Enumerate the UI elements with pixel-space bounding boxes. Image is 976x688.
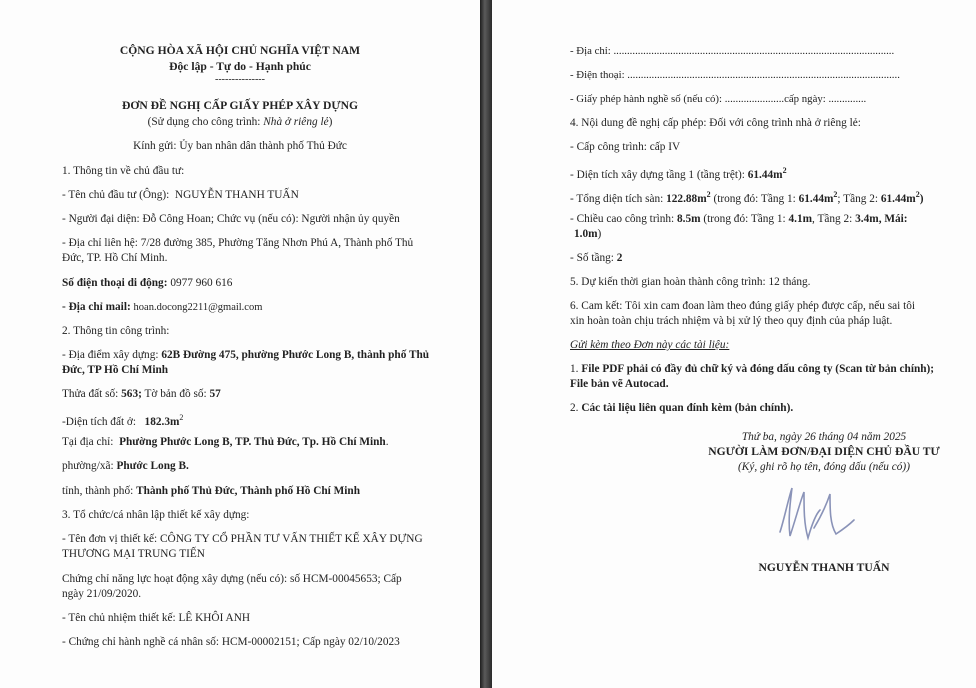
h2-label: , Tầng 2: (812, 213, 853, 225)
motto: Độc lập - Tự do - Hạnh phúc (169, 60, 311, 73)
area-value: 182.3m (144, 415, 180, 428)
representative-line: - Người đại diện: Đỗ Công Hoan; Chức vụ (nếu có): Người nhận ủy quyền (62, 213, 400, 225)
signer-title: NGƯỜI LÀM ĐƠN/ĐẠI DIỆN CHỦ ĐẦU TƯ (708, 445, 940, 458)
phone-line (62, 276, 232, 290)
province-label: tỉnh, thành phố: (62, 485, 134, 497)
height-line-2: 1.0m) (574, 228, 602, 240)
section-6-line-1: 6. Cam kết: Tôi xin cam đoan làm theo đúng giấy phép được cấp, nếu sai tôi (570, 300, 916, 312)
email-label: - Địa chỉ mail: (62, 301, 131, 313)
attachment-1-line-1 (570, 362, 934, 376)
left-page (0, 0, 480, 688)
attachment-1-line-2 (570, 377, 669, 391)
height-value: 8.5m (676, 213, 701, 225)
section-6-line-2: xin hoàn toàn chịu trách nhiệm và bị xử lý theo quy định của pháp luật. (570, 315, 893, 327)
section-2-title: 2. Thông tin công trình: (62, 325, 170, 337)
floors-value: 2 (616, 252, 623, 264)
ward-label: phường/xã: (62, 460, 114, 472)
province-value: Thành phố Thủ Đức, Thành phố Hồ Chí Minh (136, 485, 360, 497)
floor1-sup: 2 (782, 166, 787, 175)
construction-grade: - Cấp công trình: cấp IV (570, 141, 681, 153)
map-value: 57 (209, 388, 221, 400)
practice-cert-line: - Chứng chỉ hành nghề cá nhân số: HCM-00002151; Cấp ngày 02/10/2023 (62, 636, 400, 648)
owner-line (62, 188, 299, 202)
attachment-1-text: File PDF phải có đầy đủ chữ ký và đóng dấu công ty (Scan từ bản chính); (581, 363, 935, 375)
subtitle-prefix: (Sử dụng cho công trình: (147, 116, 264, 128)
section-1-title: 1. Thông tin về chủ đầu tư: (62, 165, 185, 177)
province-line (62, 484, 360, 498)
sign-date: Thứ ba, ngày 26 tháng 04 năm 2025 (741, 431, 907, 443)
parcel-label: Thửa đất số: (62, 388, 119, 400)
h1-value: 4.1m (788, 213, 813, 225)
parcel-line (62, 387, 221, 401)
t2-sup: 2 (915, 190, 920, 199)
location-line: Tại địa chỉ: Phường Phước Long B, TP. Thủ Đức, Tp. Hồ Chí Minh. (62, 436, 389, 448)
location-label: Tại địa chỉ: (62, 436, 114, 448)
t2-label: ; Tầng 2: (837, 192, 879, 205)
email-value: hoan.docong2211@gmail.com (133, 302, 263, 313)
page-gutter (480, 0, 492, 688)
attachment-2 (570, 401, 793, 415)
motto-rule: --------------- (215, 74, 265, 85)
h2-value: 3.4m, Mái: (855, 213, 908, 225)
height-line-1 (570, 212, 908, 226)
parcel-value: 563; (121, 388, 142, 400)
t1-sup: 2 (833, 190, 838, 199)
floor-count-line (570, 251, 622, 265)
floor1-area-line (570, 164, 787, 182)
floor1-value: 61.44m (747, 168, 783, 181)
attachment-1-num: 1. (570, 363, 579, 375)
signer-note: (Ký, ghi rõ họ tên, đóng dấu (nếu có)) (738, 461, 910, 473)
designer-line-2: THƯƠNG MẠI TRUNG TIẾN (62, 548, 205, 560)
contact-address-2: Đức, TP. Hồ Chí Minh. (62, 252, 168, 264)
location-value: Phường Phước Long B, TP. Thủ Đức, Tp. Hồ Chí Minh (119, 436, 386, 448)
owner-value: NGUYỄN THANH TUẤN (174, 189, 299, 201)
site-value-2: Đức, TP Hồ Chí Minh (62, 364, 169, 376)
recipient: Kính gửi: Ủy ban nhân dân thành phố Thủ Đức (133, 140, 347, 152)
total-area-line (570, 188, 923, 206)
phone-value: 0977 960 616 (170, 277, 233, 289)
t2-value: 61.44m (880, 192, 916, 205)
subtitle-suffix: ) (328, 116, 333, 128)
attachment-1-text-2: File bản vẽ Autocad. (570, 378, 669, 390)
height-breakdown-label: (trong đó: Tầng 1: (703, 213, 786, 225)
owner-label: - Tên chủ đầu tư (Ông): (62, 189, 170, 201)
designer-address-line: - Địa chỉ: ........................................................................................................ (570, 45, 895, 57)
signature-image (774, 480, 864, 550)
site-line-2 (62, 363, 168, 377)
land-area-line (62, 411, 183, 429)
area-label: -Diện tích đất ở: (62, 415, 137, 428)
contact-address-1: - Địa chỉ liên hệ: 7/28 đường 385, Phường Tăng Nhơn Phú A, Thành phố Thủ (62, 237, 414, 249)
designer-license-line: - Giấy phép hành nghề số (nếu có): ......................cấp ngày: .............. (570, 93, 867, 105)
area-unit-sup: 2 (179, 413, 184, 422)
floors-label: - Số tầng: (570, 252, 614, 264)
signer-name: NGUYỄN THANH TUẤN (758, 561, 890, 574)
section-5: 5. Dự kiến thời gian hoàn thành công trình: 12 tháng. (570, 276, 811, 288)
phone-label: Số điện thoại di động: (62, 277, 168, 289)
designer-phone-line: - Điện thoại: ..................................................................................................... (570, 69, 900, 81)
ward-line (62, 459, 189, 473)
total-label: - Tổng diện tích sàn: (570, 192, 664, 205)
attachments-title: Gửi kèm theo Đơn này các tài liệu: (570, 339, 730, 351)
total-breakdown-label: (trong đó: Tầng 1: (713, 192, 796, 205)
attachment-2-num: 2. (570, 402, 579, 414)
site-value-1: 62B Đường 475, phường Phước Long B, thành phố Thủ (161, 349, 430, 361)
document-subtitle (0, 115, 480, 129)
ward-value: Phước Long B. (116, 460, 189, 472)
map-label: Tờ bản đồ số: (144, 388, 207, 400)
total-sup: 2 (706, 190, 711, 199)
design-lead-line: - Tên chủ nhiệm thiết kế: LÊ KHÔI ANH (62, 612, 251, 624)
email-line (62, 300, 262, 315)
designer-line-1: - Tên đơn vị thiết kế: CÔNG TY CỔ PHẦN TƯ VẤN THIẾT KẾ XÂY DỰNG (62, 533, 423, 545)
site-label: - Địa điểm xây dựng: (62, 349, 159, 361)
country-header: CỘNG HÒA XÃ HỘI CHỦ NGHĨA VIỆT NAM (119, 44, 361, 57)
t2-close: ) (919, 192, 924, 205)
section-4-title: 4. Nội dung đề nghị cấp phép: Đối với công trình nhà ở riêng lẻ: (570, 117, 861, 129)
roof-value: 1.0m (574, 228, 598, 240)
total-value: 122.88m (666, 192, 707, 205)
floor1-label: - Diện tích xây dựng tầng 1 (tầng trệt): (570, 168, 745, 181)
height-label: - Chiều cao công trình: (570, 213, 675, 225)
right-page (492, 0, 976, 688)
capability-line-1: Chứng chỉ năng lực hoạt động xây dựng (nếu có): số HCM-00045653; Cấp (62, 573, 402, 585)
site-line-1 (62, 348, 429, 362)
subtitle-type: Nhà ở riêng lẻ (263, 116, 329, 128)
t1-value: 61.44m (798, 192, 834, 205)
capability-line-2: ngày 21/09/2020. (62, 588, 142, 600)
document-title: ĐƠN ĐỀ NGHỊ CẤP GIẤY PHÉP XÂY DỰNG (121, 99, 359, 112)
section-3-title: 3. Tổ chức/cá nhân lập thiết kế xây dựng: (62, 509, 250, 521)
attachment-2-text: Các tài liệu liên quan đính kèm (bản chính). (581, 402, 794, 414)
